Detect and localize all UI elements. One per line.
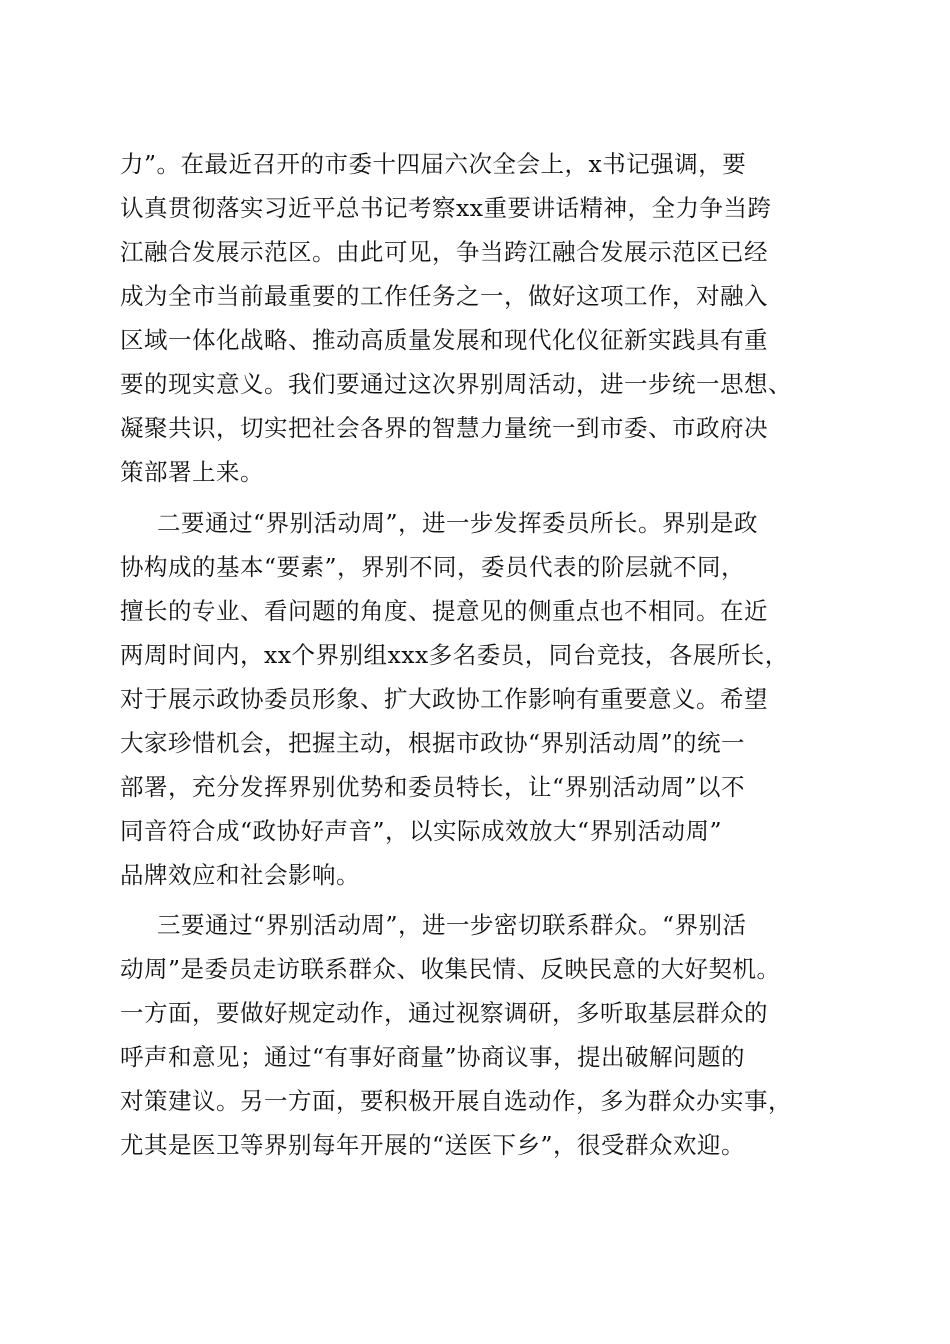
paragraph-line: 对于展示政协委员形象、扩大政协工作影响有重要意义。希望 bbox=[120, 685, 768, 713]
paragraph-line: 区域一体化战略、推动高质量发展和现代化仪征新实践具有重 bbox=[120, 326, 768, 354]
paragraph-line: 两周时间内，xx个界别组xxx多名委员，同台竞技，各展所长， bbox=[120, 641, 789, 669]
paragraph-line: 大家珍惜机会，把握主动，根据市政协“界别活动周”的统一 bbox=[120, 729, 746, 757]
paragraph-line: 擅长的专业、看问题的角度、提意见的侧重点也不相同。在近 bbox=[120, 597, 768, 625]
paragraph-line: 动周”是委员走访联系群众、收集民情、反映民意的大好契机。 bbox=[120, 955, 781, 983]
paragraph-line: 呼声和意见；通过“有事好商量”协商议事，提出破解问题的 bbox=[120, 1043, 746, 1071]
paragraph-line: 尤其是医卫等界别每年开展的“送医下乡”，很受群众欢迎。 bbox=[120, 1131, 746, 1159]
paragraph-line: 认真贯彻落实习近平总书记考察xx重要讲话精神，全力争当跨 bbox=[120, 194, 772, 222]
paragraph-line: 江融合发展示范区。由此可见，争当跨江融合发展示范区已经 bbox=[120, 238, 768, 266]
paragraph-line: 要的现实意义。我们要通过这次界别周活动，进一步统一思想、 bbox=[120, 370, 792, 398]
paragraph-line: 协构成的基本“要素”，界别不同，委员代表的阶层就不同， bbox=[120, 553, 746, 581]
paragraph-line: 部署，充分发挥界别优势和委员特长，让“界别活动周”以不 bbox=[120, 773, 746, 801]
paragraph-first-line: 三要通过“界别活动周”，进一步密切联系群众。“界别活 bbox=[157, 911, 747, 939]
paragraph-line: 成为全市当前最重要的工作任务之一，做好这项工作，对融入 bbox=[120, 282, 768, 310]
paragraph-line: 一方面，要做好规定动作，通过视察调研，多听取基层群众的 bbox=[120, 999, 768, 1027]
paragraph-line: 同音符合成“政协好声音”，以实际成效放大“界别活动周” bbox=[120, 817, 723, 845]
paragraph-line: 策部署上来。 bbox=[120, 458, 264, 486]
paragraph-line: 对策建议。另一方面，要积极开展自选动作，多为群众办实事， bbox=[120, 1087, 792, 1115]
paragraph-line: 品牌效应和社会影响。 bbox=[120, 861, 360, 889]
paragraph-line: 力”。在最近召开的市委十四届六次全会上，x书记强调，要 bbox=[120, 150, 747, 178]
paragraph-line: 凝聚共识，切实把社会各界的智慧力量统一到市委、市政府决 bbox=[120, 414, 768, 442]
paragraph-first-line: 二要通过“界别活动周”，进一步发挥委员所长。界别是政 bbox=[157, 509, 759, 537]
